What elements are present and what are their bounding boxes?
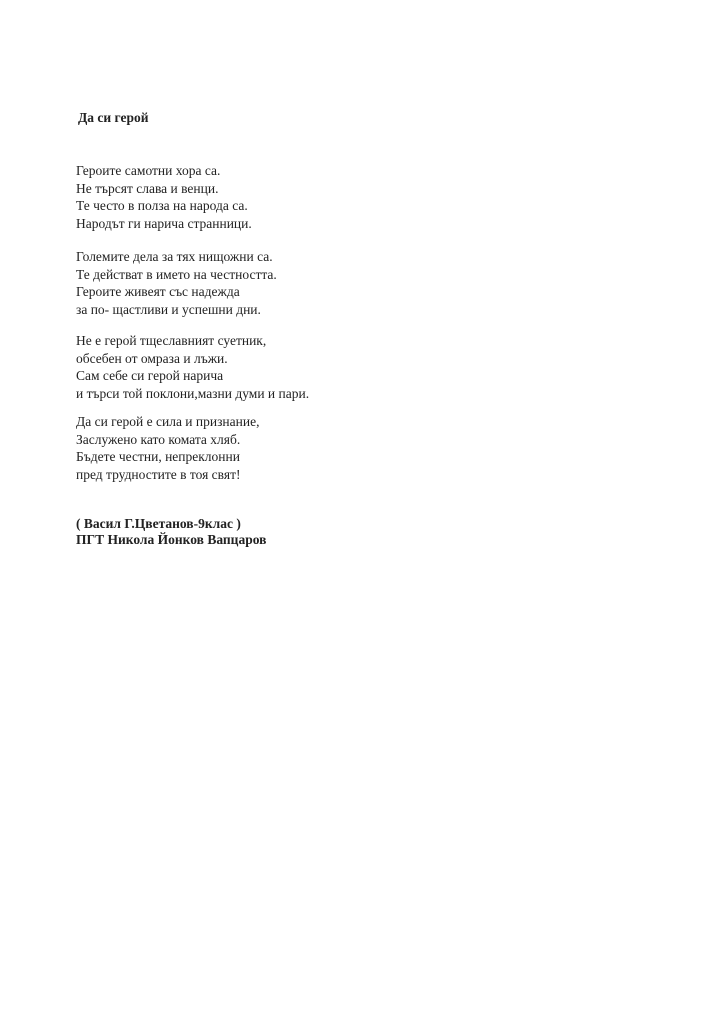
poem-line: Големите дела за тях нищожни са. [76,249,273,264]
author-line: ( Васил Г.Цветанов-9клас ) [76,516,241,531]
poem-line: Не търсят слава и венци. [76,180,219,196]
poem-line: пред трудностите в тоя свят! [76,466,241,482]
poem-line: Да си герой е сила и признание, [76,414,260,429]
poem-line: Те често в полза на народа са. [76,198,248,213]
poem-line: Бъдете честни, непреклонни [76,449,240,464]
poem-line: Сам себе си герой нарича [76,368,224,383]
poem-line: и търси той поклони,мазни думи и пари. [76,385,310,401]
poem-line: за по- щастливи и успешни дни. [76,301,261,317]
stanza-4 [76,413,259,483]
poem-line: Не е герой тщеславният суетник, [76,333,267,348]
poem-line: Те действат в името на честността. [76,266,277,282]
poem-line: Заслужено като комата хляб. [76,431,241,447]
school-line: ПГТ Никола Йонков Вапцаров [76,532,267,547]
stanza-1 [76,162,252,232]
poem-line: обсебен от омраза и лъжи. [76,350,228,366]
poem-line: Народът ги нарича странници. [76,215,252,231]
poem-line: Героите живеят със надежда [76,284,240,299]
poem-title: Да си герой [78,110,149,125]
stanza-2 [76,248,277,318]
poem-line: Героите самотни хора са. [76,163,221,178]
stanza-3 [76,332,309,402]
